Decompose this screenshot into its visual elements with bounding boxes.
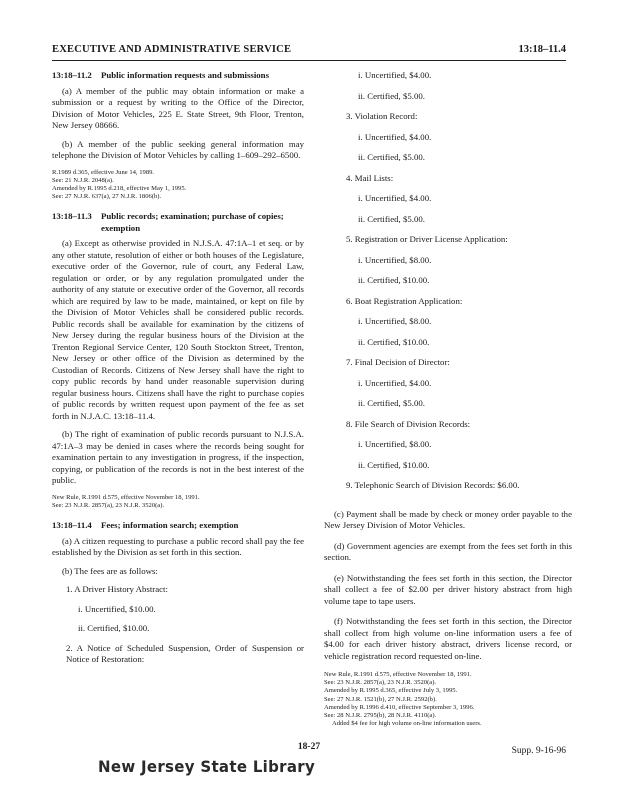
source-line: See: 21 N.J.R. 2048(a). (52, 176, 114, 184)
header-title: EXECUTIVE AND ADMINISTRATIVE SERVICE (52, 44, 292, 55)
paragraph-11-2-a: (a) A member of the public may obtain information or make a submission or a request by writing to the Office of the Director, Division of Motor Vehicles, 225 E. State Street, 9th Floor, Trenton, New Jersey 08666. (52, 85, 304, 130)
source-line: Amended by R.1995 d.365, effective July 3, 1995. (324, 687, 458, 695)
section-heading-11-3 (52, 211, 304, 234)
fee-item-2: 2. A Notice of Scheduled Suspension, Order of Suspension or Notice of Restoration: (66, 642, 304, 665)
source-line: New Rule, R.1991 d.575, effective November 18, 1991. (52, 493, 200, 501)
fee-item-4: 4. Mail Lists: (346, 172, 394, 183)
source-line: R.1989 d.365, effective June 14, 1989. (52, 168, 155, 176)
library-watermark: New Jersey State Library (98, 757, 316, 777)
fee-item-5-certified: ii. Certified, $10.00. (358, 275, 430, 285)
fee-item-3-certified: ii. Certified, $5.00. (358, 152, 425, 162)
fee-item-3: 3. Violation Record: (346, 111, 418, 121)
right-column (324, 70, 572, 728)
fee-item-2-uncertified: i. Uncertified, $4.00. (358, 70, 432, 80)
fee-item-1: 1. A Driver History Abstract: (66, 584, 168, 595)
paragraph-11-4-b: (b) The fees are as follows: (62, 565, 158, 576)
fee-item-5-uncertified: i. Uncertified, $8.00. (358, 254, 432, 265)
fee-item-4-uncertified: i. Uncertified, $4.00. (358, 193, 432, 203)
fee-item-7-certified: ii. Certified, $5.00. (358, 398, 425, 408)
running-header (52, 44, 566, 60)
fee-item-7-uncertified: i. Uncertified, $4.00. (358, 377, 432, 388)
fee-item-1-certified: ii. Certified, $10.00. (78, 623, 150, 634)
page-number: 18-27 (297, 742, 321, 752)
section-title: Public records; examination; purchase of copies; exemption (101, 211, 284, 233)
source-line: Added $4 fee for high volume on-line information users. (332, 720, 482, 728)
header-rule (52, 60, 566, 61)
source-line: New Rule, R.1991 d.575, effective November 18, 1991. (324, 671, 472, 678)
fee-item-5: 5. Registration or Driver License Application: (346, 234, 508, 244)
section-title: Fees; information search; exemption (101, 520, 239, 531)
paragraph-11-4-f: (f) Notwithstanding the fees set forth in this section, the Director shall collect from high volume on-line information users a fee of $4.00 for each driver history abstract, drivers license record, or vehicle registration record requested on-line. (324, 616, 572, 661)
fee-item-8-uncertified: i. Uncertified, $8.00. (358, 439, 432, 449)
paragraph-11-4-a: (a) A citizen requesting to purchase a public record shall pay the fee established by the Division as set forth in this section. (52, 535, 304, 558)
paragraph-11-3-a: (a) Except as otherwise provided in N.J.S.A. 47:1A–1 et seq. or by any other statute, resolution of either or both houses of the Legislature, executive order of the Governor, rule of court, any Federal Law, regulation or order, or by any regulation promulgated under the authority of any statute or executive order of the Governor, all records which are required by law to be made, maintained, or kept on file by the Division of Motor Vehicles shall be considered public records. Public records shall be available for examination by the citizens of New Jersey during the regular business hours of the Division at the Trenton Regional Service Center, 120 South Stockton Street, Trenton, New Jersey or other office of the Division as determined by the Custodian of Records. Citizens of New Jersey shall have the right to copy public records by hand under reasonable supervision during regular business hours. Citizens shall have the right to purchase copies of public records by written request upon payment of the fee as set forth in N.J.A.C. 13:18–11.4. (52, 238, 304, 421)
section-title: Public information requests and submissions (101, 70, 269, 80)
fee-item-6: 6. Boat Registration Application: (346, 295, 463, 306)
header-section-number: 13:18–11.4 (518, 44, 566, 55)
source-notes-11-3 (52, 494, 304, 510)
fee-item-7: 7. Final Decision of Director: (346, 357, 450, 367)
section-heading-11-4 (52, 520, 304, 532)
fee-item-6-certified: ii. Certified, $10.00. (358, 336, 430, 347)
source-line: See: 27 N.J.R. 1521(b), 27 N.J.R. 2592(b). (324, 695, 437, 703)
supplement-date: Supp. 9-16-96 (511, 746, 566, 756)
fee-item-8: 8. File Search of Division Records: (346, 418, 471, 429)
section-number: 13:18–11.4 (52, 520, 92, 531)
source-line: See: 23 N.J.R. 2857(a), 23 N.J.R. 3520(a). (324, 679, 437, 687)
source-line: See: 28 N.J.R. 2795(b), 28 N.J.R. 4110(a). (324, 712, 437, 720)
fee-item-2-certified: ii. Certified, $5.00. (358, 90, 425, 101)
fee-item-8-certified: ii. Certified, $10.00. (358, 459, 430, 470)
paragraph-11-2-b: (b) A member of the public seeking general information may telephone the Division of Motor Vehicles by calling 1–609–292–6500. (52, 138, 304, 160)
source-line: Amended by R.1995 d.218, effective May 1, 1995. (52, 184, 187, 192)
fee-item-9: 9. Telephonic Search of Division Records: $6.00. (346, 480, 520, 490)
fee-item-6-uncertified: i. Uncertified, $8.00. (358, 316, 432, 326)
section-number: 13:18–11.2 (52, 70, 92, 80)
source-notes-11-4 (324, 671, 572, 728)
source-notes-11-2 (52, 169, 304, 202)
paragraph-11-4-c: (c) Payment shall be made by check or money order payable to the New Jersey Division of Motor Vehicles. (324, 508, 572, 530)
left-column (52, 70, 304, 674)
paragraph-11-4-e: (e) Notwithstanding the fees set forth in this section, the Director shall collect a fee of $2.00 per driver history abstract from high volume tape to tape users. (324, 572, 572, 606)
paragraph-11-3-b: (b) The right of examination of public records pursuant to N.J.S.A. 47:1A–3 may be denied in cases where the records being sought for examination pertain to any investigation in progress, if the inspection, copying, or publication of the records is not in the best interest of the public. (52, 429, 304, 486)
section-number: 13:18–11.3 (52, 211, 92, 222)
fee-item-3-uncertified: i. Uncertified, $4.00. (358, 131, 432, 142)
paragraph-11-4-d: (d) Government agencies are exempt from the fees set forth in this section. (324, 540, 572, 562)
source-line: Amended by R.1996 d.410, effective September 3, 1996. (324, 703, 475, 711)
fee-item-1-uncertified: i. Uncertified, $10.00. (78, 603, 156, 614)
fee-item-4-certified: ii. Certified, $5.00. (358, 213, 425, 224)
source-line: See: 23 N.J.R. 2857(a), 23 N.J.R. 3520(a). (52, 502, 165, 510)
section-heading-11-2 (52, 70, 304, 82)
source-line: See: 27 N.J.R. 637(a), 27 N.J.R. 1806(b). (52, 193, 162, 201)
